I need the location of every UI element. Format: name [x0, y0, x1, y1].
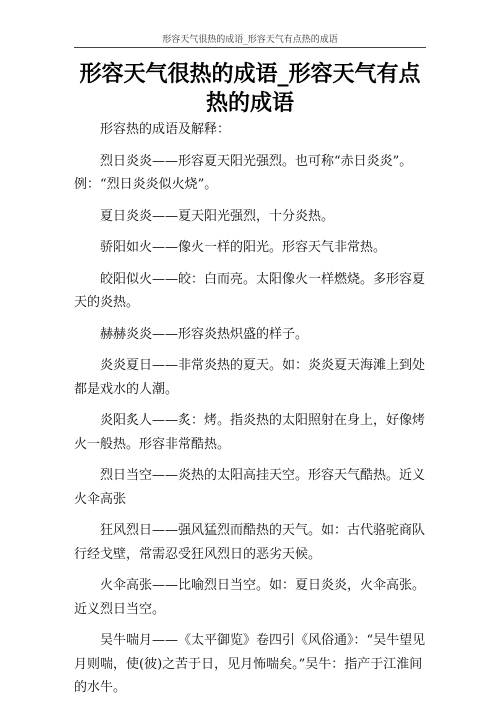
document-body	[74, 118, 428, 708]
idiom-entry: 骄阳如火——像火一样的阳光。形容天气非常热。	[100, 240, 387, 255]
intro-paragraph: 形容热的成语及解释：	[100, 122, 231, 137]
idiom-entry: 吴牛喘月——《太平御览》卷四引《风俗通》：“吴牛望见月则喘，使(彼)之苦于日，见月怖喘矣。”吴牛：指产于江淮间的水牛。	[74, 633, 426, 695]
idiom-entry: 夏日炎炎——夏天阳光强烈，十分炎热。	[100, 208, 335, 224]
document-title: 形容天气很热的成语_形容天气有点热的成语	[79, 61, 421, 116]
header-rule	[74, 47, 426, 48]
idiom-entry: 狂风烈日——强风猛烈而酷热的天气。如：古代骆驼商队行经戈壁，常需忍受狂风烈日的恶劣天候。	[74, 523, 426, 562]
idiom-entry: 烈日炎炎——形容夏天阳光强烈。也可称“赤日炎炎”。例：“烈日炎炎似火烧”。	[74, 153, 413, 192]
idiom-entry: 皎阳似火——皎：白而亮。太阳像火一样燃烧。多形容夏天的炎热。	[74, 271, 426, 310]
idiom-entry: 烈日当空——炎热的太阳高挂天空。形容天气酷热。近义火伞高张	[74, 468, 426, 507]
running-header: 形容天气很热的成语_形容天气有点热的成语	[162, 35, 338, 45]
idiom-entry: 炎阳炙人——炙：烤。指炎热的太阳照射在身上，好像烤火一般热。形容非常酷热。	[74, 413, 426, 452]
idiom-entry: 火伞高张——比喻烈日当空。如：夏日炎炎，火伞高张。近义烈日当空。	[74, 578, 426, 617]
idiom-entry: 赫赫炎炎——形容炎热炽盛的样子。	[100, 326, 309, 342]
idiom-entry: 炎炎夏日——非常炎热的夏天。如：炎炎夏天海滩上到处都是戏水的人潮。	[74, 358, 426, 397]
